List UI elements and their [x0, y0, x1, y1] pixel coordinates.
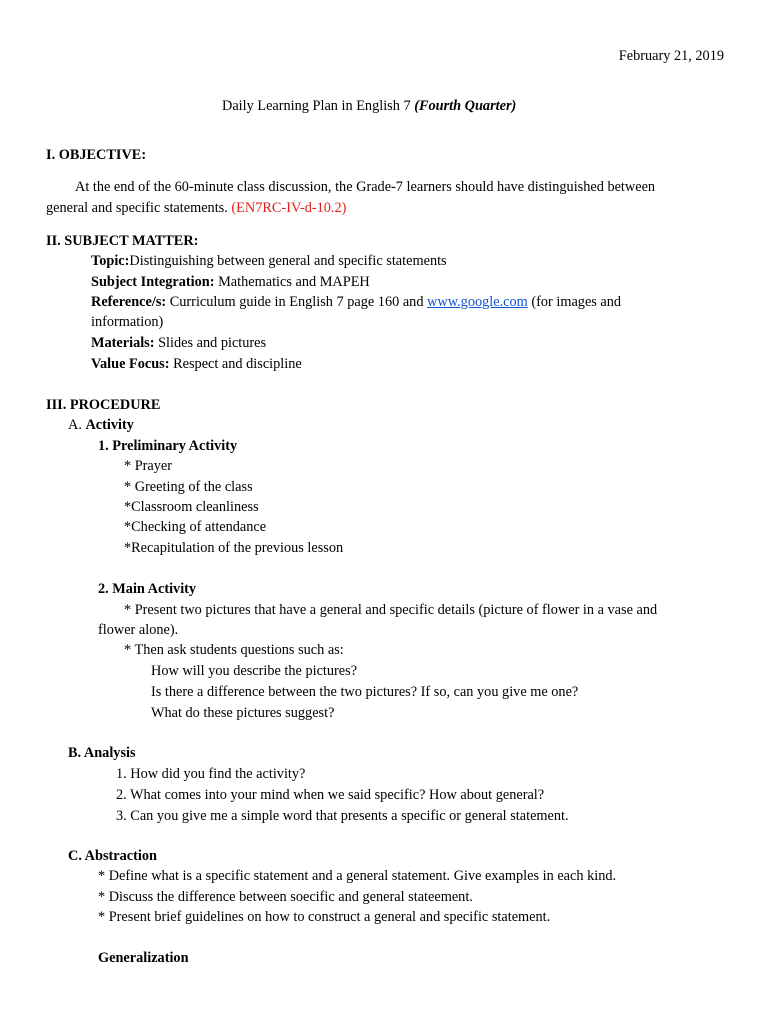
question-item: Is there a difference between the two pictures? If so, can you give me one?	[151, 684, 579, 700]
analysis-item: 3. Can you give me a simple word that presents a specific or general statement.	[116, 808, 569, 824]
title-quarter: (Fourth Quarter)	[414, 98, 517, 114]
analysis-item: 1. How did you find the activity?	[116, 766, 306, 782]
objective-text-line1: At the end of the 60-minute class discussion, the Grade-7 learners should have distinguished between	[75, 179, 656, 195]
generalization-heading: Generalization	[98, 950, 189, 966]
list-item: *Classroom cleanliness	[124, 499, 259, 515]
question-item: What do these pictures suggest?	[151, 705, 335, 721]
objective-heading: I. OBJECTIVE:	[46, 147, 147, 163]
abstraction-item: * Define what is a specific statement and a general statement. Give examples in each kind.	[98, 868, 617, 884]
document-date: February 21, 2019	[618, 48, 724, 64]
question-item: How will you describe the pictures?	[151, 663, 358, 679]
subject-integration-line: Subject Integration: Mathematics and MAPEH	[91, 274, 370, 290]
list-item: *Checking of attendance	[124, 519, 267, 535]
abstraction-item: * Present brief guidelines on how to construct a general and specific statement.	[98, 909, 551, 925]
title-main: Daily Learning Plan in English 7	[222, 98, 411, 114]
analysis-heading: B. Analysis	[68, 745, 136, 761]
abstraction-heading: C. Abstraction	[68, 848, 157, 864]
analysis-item: 2. What comes into your mind when we said specific? How about general?	[116, 787, 545, 803]
topic-line: Topic:Distinguishing between general and specific statements	[91, 253, 447, 269]
list-item: * Prayer	[124, 458, 173, 474]
procedure-heading: III. PROCEDURE	[46, 397, 161, 413]
list-item: *Recapitulation of the previous lesson	[124, 540, 344, 556]
materials-line: Materials: Slides and pictures	[91, 335, 267, 351]
main-activity-heading: 2. Main Activity	[98, 581, 197, 597]
abstraction-item: * Discuss the difference between soecific and general stateement.	[98, 889, 473, 905]
document-title	[222, 96, 516, 116]
main-activity-line2: flower alone).	[98, 622, 179, 638]
competency-code: (EN7RC-IV-d-10.2)	[231, 200, 347, 216]
list-item: * Greeting of the class	[124, 479, 253, 495]
subject-matter-heading: II. SUBJECT MATTER:	[46, 233, 199, 249]
reference-line2: information)	[91, 314, 164, 330]
objective-text-line2: general and specific statements. (EN7RC-IV-d-10.2)	[46, 200, 347, 216]
main-activity-line1: * Present two pictures that have a general and specific details (picture of flower in a vase and	[124, 602, 658, 618]
activity-heading: A. Activity	[68, 417, 134, 433]
google-link[interactable]: www.google.com	[427, 294, 528, 310]
main-activity-line3: * Then ask students questions such as:	[124, 642, 344, 658]
reference-line: Reference/s: Curriculum guide in English 7 page 160 and www.google.com (for images and	[91, 294, 622, 310]
preliminary-activity-heading: 1. Preliminary Activity	[98, 438, 238, 454]
value-focus-line: Value Focus: Respect and discipline	[91, 356, 302, 372]
